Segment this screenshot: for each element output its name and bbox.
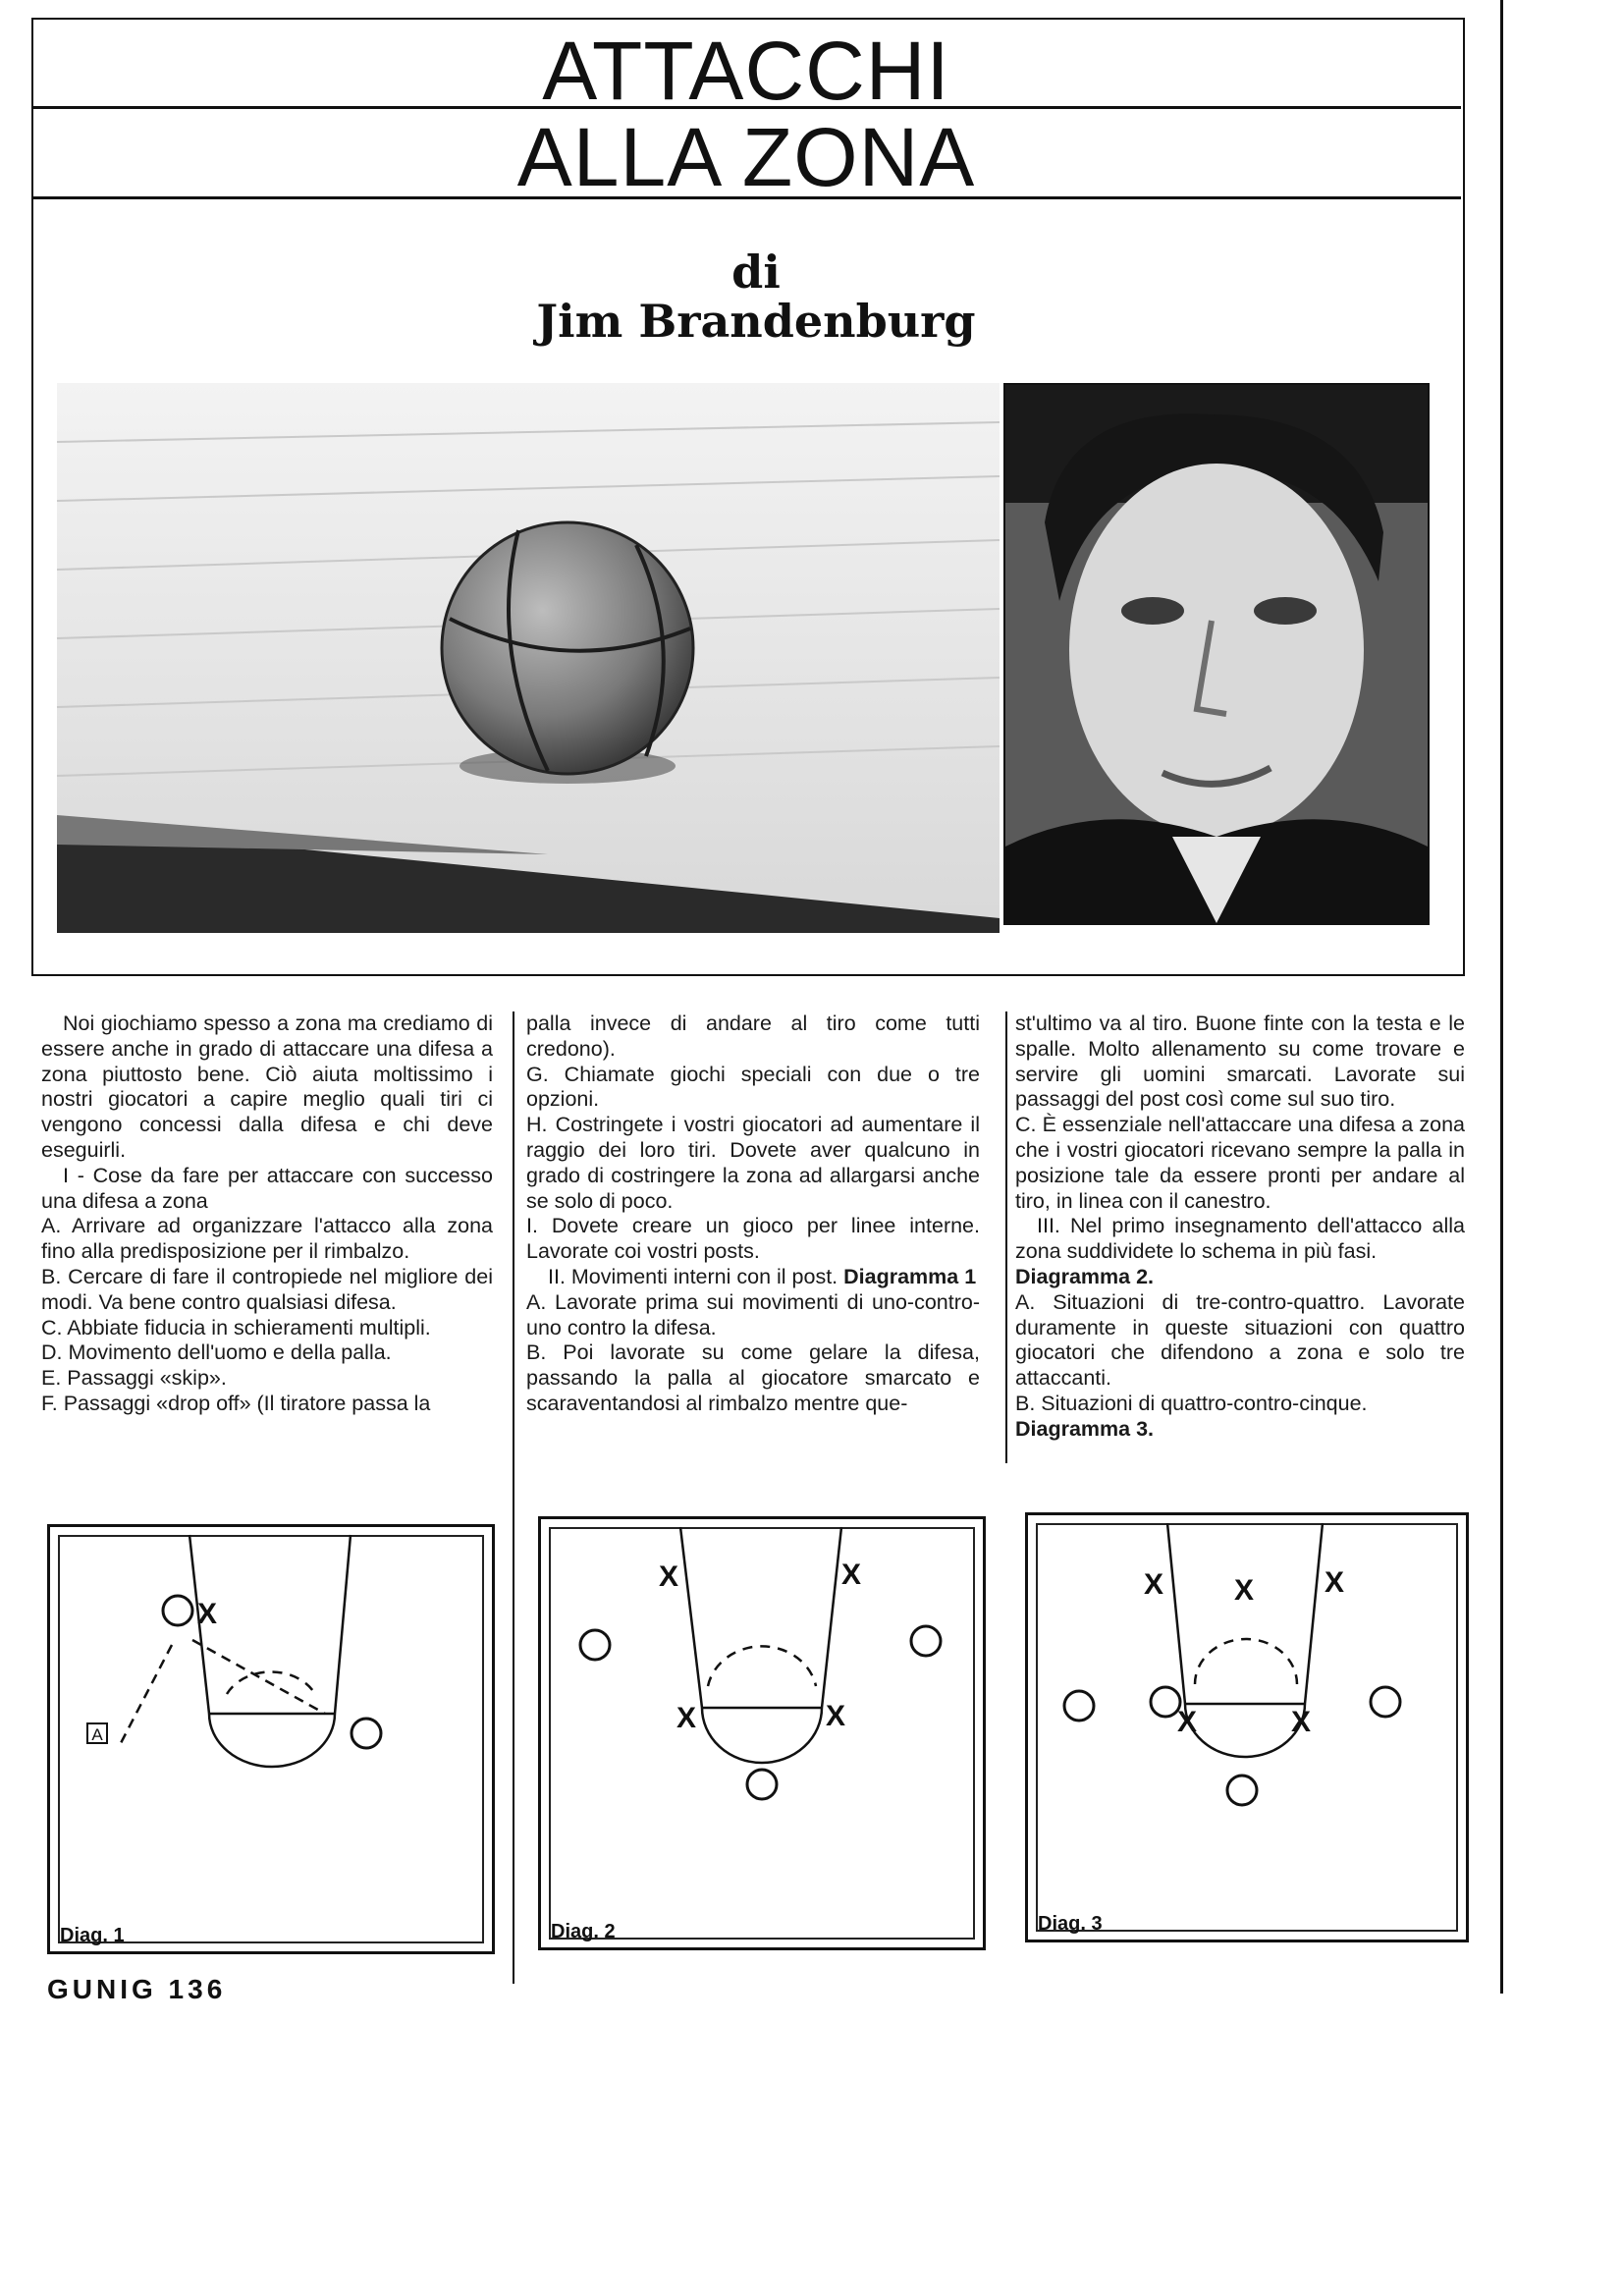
byline-author: Jim Brandenburg <box>536 295 976 348</box>
page-number: GUNIG 136 <box>47 1974 227 2004</box>
scan-edge-line <box>1500 0 1503 1994</box>
paragraph: F. Passaggi «drop off» (Il tiratore passa la <box>41 1391 431 1415</box>
text-column-2 <box>526 1011 980 1417</box>
paragraph: I. Dovete creare un gioco per linee interne. Lavorate coi vostri posts. <box>526 1214 980 1264</box>
paragraph: A. Situazioni di tre-contro-quattro. Lavorate duramente in queste situazioni con quattro giocatori che difendono a zona e solo tre attaccanti. <box>1015 1289 1465 1391</box>
paragraph: Noi giochiamo spesso a zona ma crediamo di essere anche in grado di attaccare una difesa a zona piuttosto bene. Ciò aiuta moltissimo i nostri giocatori a capire meglio quali tiri ci vengono concessi dalla difesa e chi deve eseguirli. <box>41 1011 493 1162</box>
defender-x: X <box>1290 1706 1312 1738</box>
defender-x: X <box>1176 1706 1198 1738</box>
paragraph: C. È essenziale nell'attaccare una difesa a zona che i vostri giocatori ricevano sempre la palla in posizione tale da essere pronti per andare al tiro, in linea con il canestro. <box>1015 1113 1465 1213</box>
paragraph: E. Passaggi «skip». <box>41 1366 227 1391</box>
diagram-1 <box>47 1524 495 1954</box>
defender-x: X <box>658 1560 679 1593</box>
text-column-1 <box>41 1011 493 1417</box>
paragraph: B. Cercare di fare il contropiede nel migliore dei modi. Va bene contro qualsiasi difesa. <box>41 1264 493 1314</box>
defender-x: X <box>196 1598 218 1630</box>
section-heading: II. Movimenti interni con il post. <box>548 1264 838 1288</box>
author-portrait <box>1003 383 1430 925</box>
paragraph: C. Abbiate fiducia in schieramenti multipli. <box>41 1315 431 1339</box>
diagram-2 <box>538 1516 986 1950</box>
paragraph: B. Poi lavorate su come gelare la difesa, passando la palla al giocatore smarcato e scaraventandosi al rimbalzo mentre que- <box>526 1340 980 1415</box>
paragraph: palla invece di andare al tiro come tutti credono). <box>526 1011 980 1061</box>
paragraph: B. Situazioni di quattro-contro-cinque. <box>1015 1391 1368 1415</box>
diagram-2-label: Diag. 2 <box>551 1921 616 1942</box>
paragraph: D. Movimento dell'uomo e della palla. <box>41 1340 392 1365</box>
text-column-3 <box>1015 1011 1465 1443</box>
paragraph: G. Chiamate giochi speciali con due o tre opzioni. <box>526 1062 980 1112</box>
diagram-reference: Diagramma 1 <box>843 1264 977 1288</box>
paragraph <box>526 1265 980 1290</box>
diagram-3-court <box>1028 1515 1466 1940</box>
defender-x: X <box>840 1558 862 1591</box>
diagram-reference: Diagramma 3. <box>1015 1416 1155 1441</box>
paragraph: st'ultimo va al tiro. Buone finte con la testa e le spalle. Molto allenamento su come trovare e servire gli uomini smarcati. Lavorate sui passaggi del post così come sul suo tiro. <box>1015 1011 1465 1112</box>
diagram-2-court <box>541 1519 983 1947</box>
paragraph: III. Nel primo insegnamento dell'attacco alla zona suddividete lo schema in più fasi. <box>1015 1214 1465 1264</box>
paragraph: H. Costringete i vostri giocatori ad aumentare il raggio dei loro tiri. Dovete aver qualcuno in grado di costringere la zona ad allargarsi anche se solo di poco. <box>526 1113 980 1213</box>
diagram-3-label: Diag. 3 <box>1038 1913 1103 1935</box>
title-line-2: ALLA ZONA <box>516 111 976 203</box>
paragraph: A. Lavorate prima sui movimenti di uno-contro-uno contro la difesa. <box>526 1289 980 1339</box>
diagram-1-label: Diag. 1 <box>60 1925 125 1946</box>
column-divider-2 <box>1005 1011 1007 1463</box>
defender-x: X <box>1143 1568 1164 1601</box>
defender-x: X <box>825 1700 846 1732</box>
ball-handler-marker: A <box>91 1725 103 1744</box>
column-divider-1 <box>513 1011 514 1984</box>
diagram-reference: Diagramma 2. <box>1015 1264 1155 1288</box>
defender-x: X <box>676 1702 697 1734</box>
paragraph: A. Arrivare ad organizzare l'attacco alla zona fino alla predisposizione per il rimbalzo. <box>41 1214 493 1264</box>
byline-di: di <box>731 246 781 299</box>
diagram-3 <box>1025 1512 1469 1942</box>
basketball-photo <box>57 383 1000 933</box>
title-line-1: ATTACCHI <box>542 25 950 117</box>
page-footer <box>47 1974 243 2004</box>
defender-x: X <box>1324 1566 1345 1599</box>
defender-x: X <box>1233 1574 1255 1607</box>
diagram-1-court <box>50 1527 492 1951</box>
paragraph: I - Cose da fare per attaccare con successo una difesa a zona <box>41 1163 493 1213</box>
